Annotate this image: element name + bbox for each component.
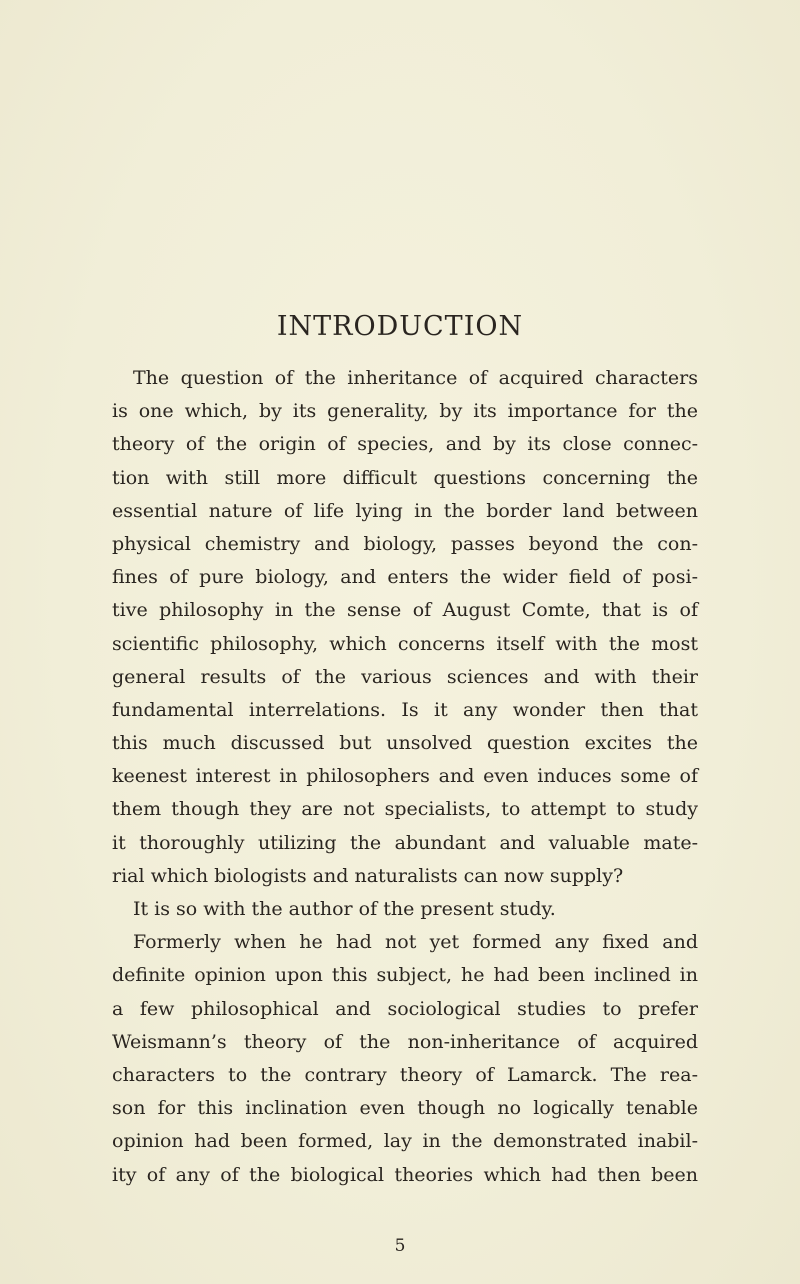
body-text xyxy=(112,362,698,1192)
page-number: 5 xyxy=(394,1236,406,1256)
text-line: fines of pure biology, and enters the wider field of posi- xyxy=(112,566,698,589)
text-line: keenest interest in philosophers and even induces some of xyxy=(112,765,698,788)
text-line: tion with still more difficult questions concerning the xyxy=(112,466,698,489)
text-line: theory of the origin of species, and by its close connec- xyxy=(112,433,698,456)
text-line: fundamental interrelations. Is it any wonder then that xyxy=(112,698,698,721)
text-line: definite opinion upon this subject, he had been inclined in xyxy=(112,964,698,987)
text-line: scientific philosophy, which concerns itself with the most xyxy=(112,632,698,655)
text-line: son for this inclination even though no logically tenable xyxy=(112,1097,698,1120)
text-line: opinion had been formed, lay in the demonstrated inabil- xyxy=(112,1130,698,1153)
text-line: Formerly when he had not yet formed any fixed and xyxy=(133,931,698,954)
text-line: a few philosophical and sociological studies to prefer xyxy=(112,997,698,1020)
text-line: The question of the inheritance of acquired characters xyxy=(133,367,698,389)
text-line: ity of any of the biological theories which had then been xyxy=(112,1163,698,1186)
text-line: characters to the contrary theory of Lamarck. The rea- xyxy=(112,1063,698,1086)
text-line: general results of the various sciences and with their xyxy=(112,665,698,688)
text-line: tive philosophy in the sense of August Comte, that is of xyxy=(112,599,698,622)
text-line: essential nature of life lying in the border land between xyxy=(112,499,698,522)
text-line: Weismann’s theory of the non-inheritance of acquired xyxy=(112,1030,698,1053)
text-line: it thoroughly utilizing the abundant and valuable mate- xyxy=(112,831,698,854)
text-line: physical chemistry and biology, passes beyond the con- xyxy=(112,532,698,555)
chapter-heading: INTRODUCTION xyxy=(276,311,524,342)
text-line: It is so with the author of the present study. xyxy=(133,898,556,920)
text-line: rial which biologists and naturalists can now supply? xyxy=(112,864,624,887)
text-line: this much discussed but unsolved question excites the xyxy=(112,732,698,755)
text-line: is one which, by its generality, by its importance for the xyxy=(112,400,698,423)
text-line: them though they are not specialists, to attempt to study xyxy=(112,798,698,821)
